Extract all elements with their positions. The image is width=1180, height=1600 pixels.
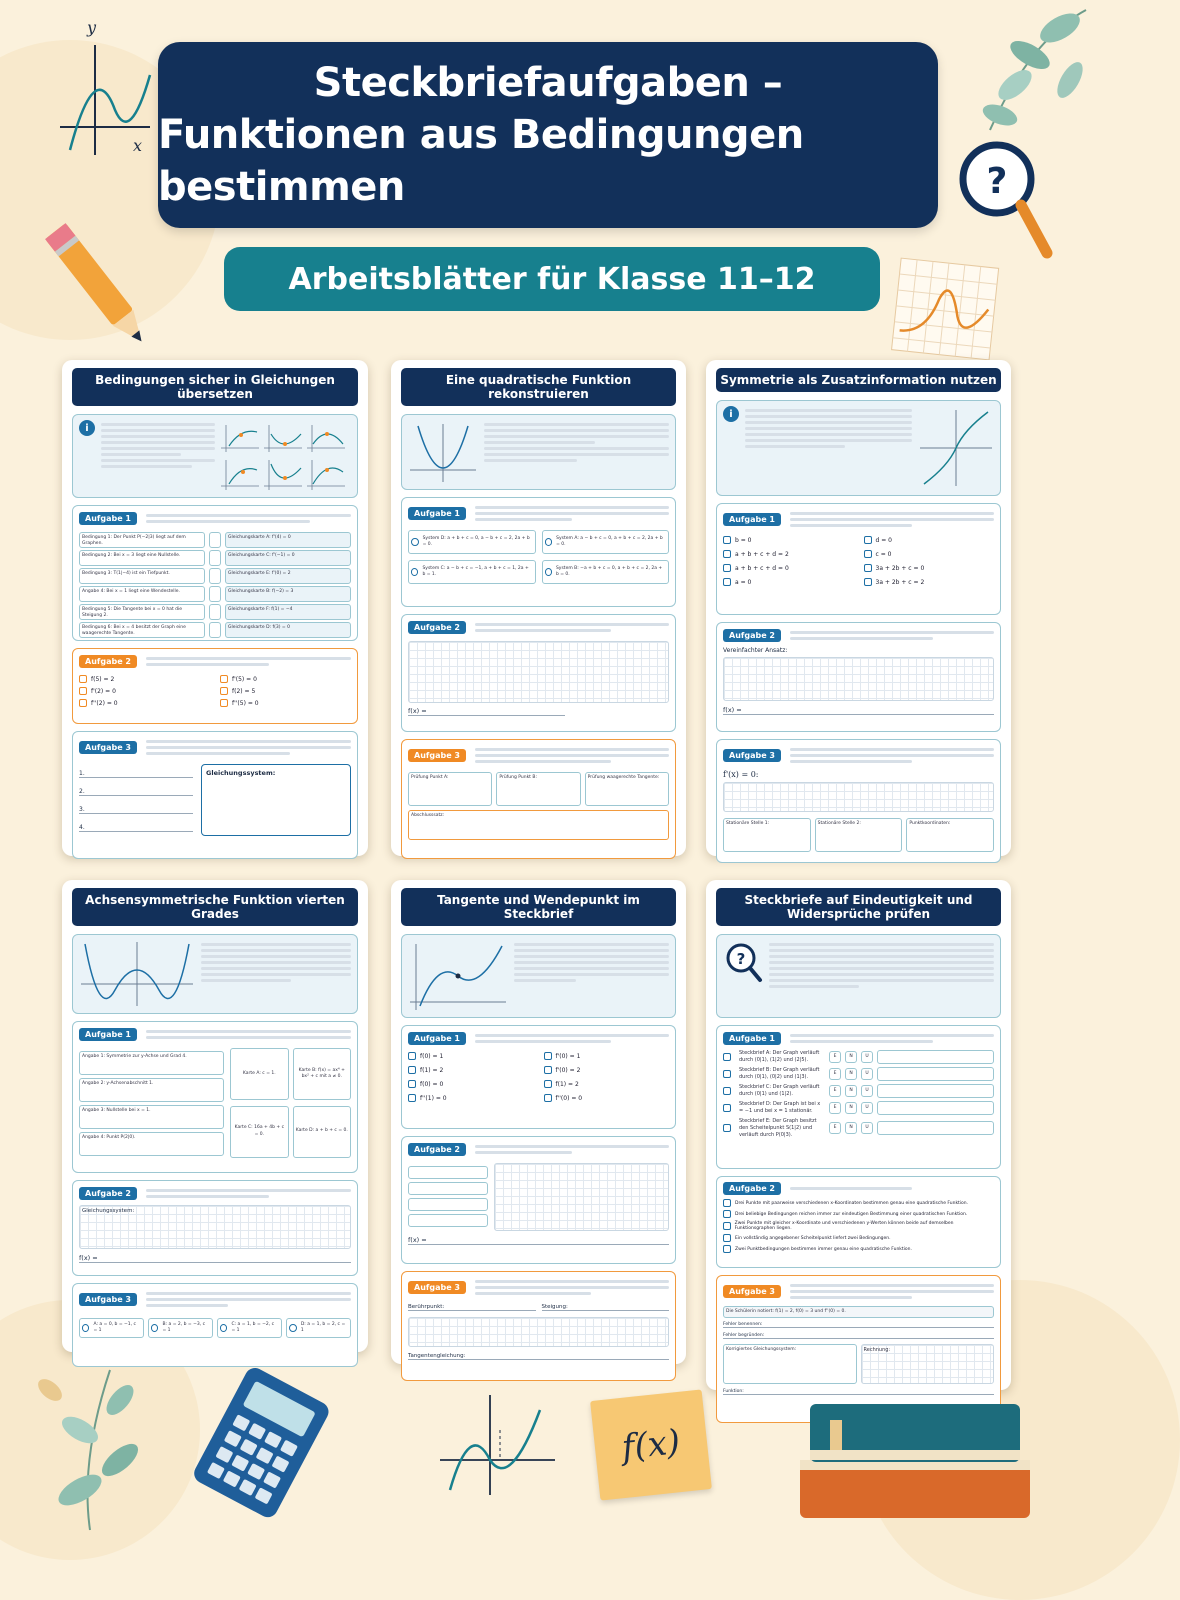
task-label: Aufgabe 3	[79, 741, 137, 754]
option-e[interactable]: E	[829, 1102, 841, 1114]
title-banner	[158, 42, 938, 228]
answer-box[interactable]	[209, 604, 221, 620]
option-label: Zwei Punkte mit gleicher x-Koordinate und verschiedenen y-Werten können beide auf demselben Funktionsgraphen liegen.	[734, 1221, 954, 1231]
answer-box[interactable]	[209, 622, 221, 638]
option-u[interactable]: U	[861, 1068, 873, 1080]
working-grid[interactable]	[494, 1163, 669, 1231]
worksheet-1	[62, 360, 368, 856]
answer-box[interactable]: Punktkoordinaten:	[906, 818, 994, 852]
option-label: f(2) = 5	[232, 687, 256, 695]
condition-row: Bedingung 6: Bei x = 4 besitzt der Graph eine waagerechte Tangente.	[79, 622, 205, 638]
conclusion-box[interactable]: Abschlusssatz:	[408, 810, 669, 840]
task-2-panel	[72, 1180, 358, 1276]
task-label: Aufgabe 1	[408, 507, 466, 520]
option-label: f'(2) = 0	[91, 687, 116, 695]
reason-field[interactable]	[877, 1050, 994, 1064]
task-label: Aufgabe 3	[408, 749, 466, 762]
reason-field[interactable]	[877, 1121, 994, 1135]
graph-paper-icon	[888, 255, 1003, 365]
option-label: b = 0	[735, 536, 752, 544]
task-label: Aufgabe 1	[408, 1032, 466, 1045]
page-title-line-2: Funktionen aus Bedingungen bestimmen	[158, 112, 804, 210]
task-label: Aufgabe 1	[79, 1028, 137, 1041]
task-label: Aufgabe 3	[723, 749, 781, 762]
answer-line[interactable]: 2.	[79, 788, 193, 796]
option-label: Drei Punkte mit paarweise verschiedenen x-Koordinaten bestimmen genau eine quadratische Funktion.	[735, 1200, 969, 1206]
option-label: f'(0) = 1	[555, 1052, 581, 1060]
checkbox[interactable]	[723, 564, 731, 572]
coordinate-graph-doodle	[55, 15, 165, 165]
checkbox[interactable]	[723, 578, 731, 586]
function-answer-line[interactable]: f(x) =	[79, 1254, 351, 1263]
info-panel	[401, 414, 676, 490]
checkbox[interactable]	[544, 1080, 552, 1088]
checkbox[interactable]	[864, 578, 872, 586]
function-graph-doodle	[430, 1390, 560, 1500]
option-n[interactable]: N	[845, 1051, 857, 1063]
task-3-panel	[716, 739, 1001, 863]
option-label: Zwei Punktbedingungen bestimmen immer genau eine quadratische Funktion.	[735, 1246, 912, 1252]
grid-label: Gleichungssystem:	[82, 1208, 135, 1214]
reason-field[interactable]	[877, 1067, 994, 1081]
function-answer-line[interactable]: f(x) =	[408, 707, 565, 716]
task-3-panel	[72, 731, 358, 859]
option-label: 3a + 2b + c = 0	[875, 564, 925, 572]
working-grid[interactable]	[79, 1205, 351, 1249]
answer-option[interactable]: C: a = 1, b = −2, c = 1	[217, 1318, 282, 1338]
question-mark: ?	[986, 161, 1008, 202]
parabola-graph	[408, 420, 478, 484]
checkbox[interactable]	[723, 1124, 731, 1132]
option-label: a + b + c + d = 2	[735, 550, 789, 558]
condition-row: Bedingung 1: Der Punkt P(−2|3) liegt auf dem Graphen.	[79, 532, 205, 548]
student-note: Die Schülerin notiert: f(1) = 2, f(0) = 3 und f''(0) = 0.	[723, 1306, 994, 1318]
axis-y-label: y	[87, 18, 97, 37]
equation-card: Gleichungskarte C: f'(−1) = 0	[225, 550, 351, 566]
error-name-line[interactable]: Fehler benennen:	[723, 1322, 994, 1328]
task-label: Aufgabe 3	[408, 1281, 466, 1294]
leaves-illustration	[20, 1340, 180, 1530]
checkbox[interactable]	[723, 1199, 731, 1207]
option-n[interactable]: N	[845, 1122, 857, 1134]
profile-row: Steckbrief D: Der Graph ist bei x = −1 und bei x = 1 stationär. E N U	[723, 1101, 994, 1115]
option-e[interactable]: E	[829, 1068, 841, 1080]
card: Karte C: 16a + 4b + c = 0.	[230, 1106, 288, 1158]
working-grid[interactable]	[408, 1317, 669, 1347]
function-answer-line[interactable]: f(x) =	[408, 1236, 669, 1245]
option-label: a = 0	[735, 578, 752, 586]
checkbox[interactable]	[723, 1222, 731, 1230]
info-panel	[716, 934, 1001, 1018]
answer-option[interactable]: A: a = 0, b = −1, c = 1	[79, 1318, 144, 1338]
task-3-panel	[401, 739, 676, 859]
answer-option[interactable]: B: a = 2, b = −3, c = 1	[148, 1318, 213, 1338]
calculator-icon	[185, 1368, 335, 1518]
task-label: Aufgabe 2	[79, 655, 137, 668]
profile-row: Steckbrief C: Der Graph verläuft durch (0|1) und (1|2). E N U	[723, 1084, 994, 1098]
task-1-panel	[401, 497, 676, 607]
statement-row: Angabe 3: Nullstelle bei x = 1.	[79, 1105, 224, 1129]
page-title-line-1: Steckbriefaufgaben –	[313, 60, 783, 106]
task-1-panel	[72, 1021, 358, 1173]
reason-field[interactable]	[877, 1101, 994, 1115]
task-label: Aufgabe 3	[723, 1285, 781, 1298]
info-panel	[401, 934, 676, 1018]
function-answer-line[interactable]: f(x) =	[723, 706, 994, 715]
info-icon: i	[723, 406, 739, 422]
checkbox[interactable]	[864, 564, 872, 572]
info-icon: i	[79, 420, 95, 436]
task-label: Aufgabe 2	[79, 1187, 137, 1200]
worksheet-6	[706, 880, 1011, 1394]
task-2-panel	[716, 1176, 1001, 1268]
worksheet-title: Symmetrie als Zusatzinformation nutzen	[716, 368, 1001, 392]
checkbox[interactable]	[544, 1066, 552, 1074]
checkbox[interactable]	[220, 699, 228, 707]
reason-field[interactable]	[877, 1084, 994, 1098]
statement-row: Angabe 4: Punkt P(2|0).	[79, 1132, 224, 1156]
checkbox[interactable]	[723, 1234, 731, 1242]
profile-row: Steckbrief A: Der Graph verläuft durch (0|1), (1|2) und (2|5). E N U	[723, 1050, 994, 1064]
check-box[interactable]: Prüfung Punkt B:	[496, 772, 580, 806]
info-panel	[72, 414, 358, 498]
option-label: f''(2) = 0	[91, 699, 118, 707]
option-label: f(1) = 2	[420, 1066, 444, 1074]
task-label: Aufgabe 3	[79, 1293, 137, 1306]
checkbox[interactable]	[723, 1070, 731, 1078]
pencil-icon	[40, 210, 160, 360]
card: Karte A: c = 1.	[230, 1048, 288, 1100]
option-label: f''(0) = 0	[555, 1094, 583, 1102]
system-option[interactable]: System A: a − b + c = 0, a + b + c = 2, 2a + b = 0.	[542, 530, 670, 554]
info-panel	[716, 400, 1001, 496]
axis-x-label: x	[133, 136, 143, 155]
checkbox[interactable]	[864, 536, 872, 544]
equation-card: Gleichungskarte E: f'(0) = 2	[225, 568, 351, 584]
derivative-label: f'(x) = 0:	[723, 770, 759, 779]
worksheet-5	[391, 880, 686, 1364]
option-n[interactable]: N	[845, 1085, 857, 1097]
calculation-grid[interactable]: Rechnung:	[861, 1344, 995, 1384]
equation-card: Gleichungskarte F: f(1) = −4	[225, 604, 351, 620]
checkbox[interactable]	[408, 1052, 416, 1060]
equation-line[interactable]	[408, 1198, 488, 1211]
info-panel	[72, 934, 358, 1014]
answer-box[interactable]	[209, 532, 221, 548]
statement-row: Angabe 2: y-Achsenabschnitt 1.	[79, 1078, 224, 1102]
option-u[interactable]: U	[861, 1085, 873, 1097]
tangent-equation-line[interactable]: Tangentengleichung:	[408, 1353, 669, 1360]
task-1-panel	[72, 505, 358, 641]
checkbox[interactable]	[544, 1094, 552, 1102]
worksheet-title: Eine quadratische Funktion rekonstruieren	[401, 368, 676, 406]
statement-row: Angabe 1: Symmetrie zur y-Achse und Grad 4.	[79, 1051, 224, 1075]
option-e[interactable]: E	[829, 1051, 841, 1063]
checkbox[interactable]	[79, 675, 87, 683]
field-label: Vereinfachter Ansatz:	[723, 647, 788, 654]
option-u[interactable]: U	[861, 1122, 873, 1134]
checkbox[interactable]	[408, 1080, 416, 1088]
worksheet-3	[706, 360, 1011, 856]
subtitle-banner: Arbeitsblätter für Klasse 11–12	[224, 247, 880, 311]
option-label: f(0) = 0	[420, 1080, 444, 1088]
condition-row: Bedingung 5: Die Tangente bei x = 0 hat die Steigung 2.	[79, 604, 205, 620]
worksheet-title: Bedingungen sicher in Gleichungen übersetzen	[72, 368, 358, 406]
worksheet-title: Tangente und Wendepunkt im Steckbrief	[401, 888, 676, 926]
checkbox[interactable]	[220, 675, 228, 683]
checkbox[interactable]	[723, 1104, 731, 1112]
equation-line[interactable]	[408, 1166, 488, 1179]
option-label: f(5) = 2	[91, 675, 115, 683]
task-3-panel	[401, 1271, 676, 1381]
task-2-panel	[716, 622, 1001, 732]
equation-card: Gleichungskarte D: f(3) = 0	[225, 622, 351, 638]
answer-option[interactable]: D: a = 1, b = 2, c = 1	[286, 1318, 351, 1338]
system-option[interactable]: System C: a − b + c = −1, a + b + c = 1, 2a + b = 1.	[408, 560, 536, 584]
answer-line[interactable]: 4.	[79, 824, 193, 832]
error-reason-line[interactable]: Fehler begründen:	[723, 1333, 994, 1339]
worksheet-title: Steckbriefe auf Eindeutigkeit und Widersprüche prüfen	[716, 888, 1001, 926]
touchpoint-field[interactable]: Berührpunkt:	[408, 1304, 536, 1311]
task-label: Aufgabe 1	[723, 513, 781, 526]
card: Karte D: a + b + c = 0.	[293, 1106, 351, 1158]
task-1-panel	[716, 1025, 1001, 1169]
check-box[interactable]: Prüfung waagerechte Tangente:	[585, 772, 669, 806]
checkbox[interactable]	[408, 1066, 416, 1074]
answer-box[interactable]	[209, 568, 221, 584]
magnifier-question-icon	[955, 135, 1055, 265]
checkbox[interactable]	[220, 687, 228, 695]
equation-system-box[interactable]	[201, 764, 351, 836]
equation-line[interactable]	[408, 1182, 488, 1195]
condition-row: Bedingung 3: T(1|−4) ist ein Tiefpunkt.	[79, 568, 205, 584]
fx-sticky-note: f(x)	[590, 1389, 712, 1500]
option-label: d = 0	[875, 536, 892, 544]
option-label: f(0) = 1	[420, 1052, 444, 1060]
working-grid[interactable]	[723, 657, 994, 701]
check-box[interactable]: Prüfung Punkt A:	[408, 772, 492, 806]
option-label: Drei beliebige Bedingungen reichen immer zur eindeutigen Bestimmung einer quadratischen Funktion.	[735, 1211, 968, 1217]
profile-row: Steckbrief B: Der Graph verläuft durch (0|1), (0|2) und (1|3). E N U	[723, 1067, 994, 1081]
checkbox[interactable]	[408, 1094, 416, 1102]
option-label: f'(5) = 0	[232, 675, 257, 683]
cubic-tangent-graph	[408, 940, 508, 1012]
worksheet-title: Achsensymmetrische Funktion vierten Grades	[72, 888, 358, 926]
system-option[interactable]: System D: a + b + c = 0, a − b + c = 2, 2a + b = 0.	[408, 530, 536, 554]
working-grid[interactable]	[408, 641, 669, 703]
checkbox[interactable]	[79, 687, 87, 695]
option-n[interactable]: N	[845, 1068, 857, 1080]
books-illustration	[790, 1390, 1050, 1536]
option-e[interactable]: E	[829, 1122, 841, 1134]
equation-line[interactable]	[408, 1214, 488, 1227]
option-n[interactable]: N	[845, 1102, 857, 1114]
equation-card: Gleichungskarte A: f'(4) = 0	[225, 532, 351, 548]
option-label: c = 0	[875, 550, 892, 558]
task-2-panel	[72, 648, 358, 724]
task-1-panel	[401, 1025, 676, 1129]
answer-line[interactable]: 3.	[79, 806, 193, 814]
checkbox[interactable]	[723, 1210, 731, 1218]
answer-box[interactable]: Stationäre Stelle 1:	[723, 818, 811, 852]
question-mark: ?	[736, 950, 746, 968]
task-1-panel	[716, 503, 1001, 615]
corrected-system-box[interactable]: Korrigiertes Gleichungssystem:	[723, 1344, 857, 1384]
option-label: f'(0) = 2	[555, 1066, 581, 1074]
option-label: a + b + c + d = 0	[735, 564, 789, 572]
option-label: f''(5) = 0	[232, 699, 259, 707]
equation-card: Gleichungskarte B: f(−2) = 3	[225, 586, 351, 602]
task-label: Aufgabe 2	[723, 629, 781, 642]
task-label: Aufgabe 2	[723, 1182, 781, 1195]
w-shaped-graph	[79, 940, 195, 1008]
function-graphs-grid	[221, 420, 351, 492]
task-2-panel	[401, 1136, 676, 1264]
profile-row: Steckbrief E: Der Graph besitzt den Scheitelpunkt S(1|2) und verläuft durch P(0|3). E N U	[723, 1118, 994, 1138]
option-u[interactable]: U	[861, 1051, 873, 1063]
slope-field[interactable]: Steigung:	[542, 1304, 670, 1311]
checkbox[interactable]	[79, 699, 87, 707]
function-answer-line[interactable]: Funktion:	[723, 1389, 994, 1395]
worksheet-4	[62, 880, 368, 1352]
task-label: Aufgabe 1	[79, 512, 137, 525]
checkbox[interactable]	[544, 1052, 552, 1060]
point-symmetric-graph	[918, 406, 994, 490]
option-u[interactable]: U	[861, 1102, 873, 1114]
checkbox[interactable]	[723, 1245, 731, 1253]
option-label: 3a + 2b + c = 2	[875, 578, 925, 586]
card: Karte B: f(x) = ax⁴ + bx² + c mit a ≠ 0.	[293, 1048, 351, 1100]
task-2-panel	[401, 614, 676, 732]
answer-box[interactable]	[209, 586, 221, 602]
option-e[interactable]: E	[829, 1085, 841, 1097]
answer-box[interactable]	[209, 550, 221, 566]
condition-row: Bedingung 2: Bei x = 3 liegt eine Nullstelle.	[79, 550, 205, 566]
checkbox[interactable]	[723, 550, 731, 558]
task-label: Aufgabe 1	[723, 1032, 781, 1045]
answer-box[interactable]: Stationäre Stelle 2:	[815, 818, 903, 852]
box-label: Gleichungssystem:	[206, 769, 276, 777]
working-grid[interactable]	[723, 782, 994, 812]
leaves-illustration	[930, 0, 1086, 150]
condition-row: Angabe 4: Bei x = 1 liegt eine Wendestelle.	[79, 586, 205, 602]
worksheet-2	[391, 360, 686, 856]
option-label: Ein vollständig angegebener Scheitelpunkt liefert zwei Bedingungen.	[735, 1235, 891, 1241]
checkbox[interactable]	[723, 536, 731, 544]
task-label: Aufgabe 2	[408, 621, 466, 634]
system-option[interactable]: System B: −a + b + c = 0, a + b + c = 2, 2a + b = 0.	[542, 560, 670, 584]
answer-line[interactable]: 1.	[79, 770, 193, 778]
checkbox[interactable]	[723, 1053, 731, 1061]
task-label: Aufgabe 2	[408, 1143, 466, 1156]
checkbox[interactable]	[864, 550, 872, 558]
option-label: f''(1) = 0	[420, 1094, 447, 1102]
option-label: f(1) = 2	[555, 1080, 579, 1088]
magnifier-question-icon	[723, 940, 763, 984]
checkbox[interactable]	[723, 1087, 731, 1095]
